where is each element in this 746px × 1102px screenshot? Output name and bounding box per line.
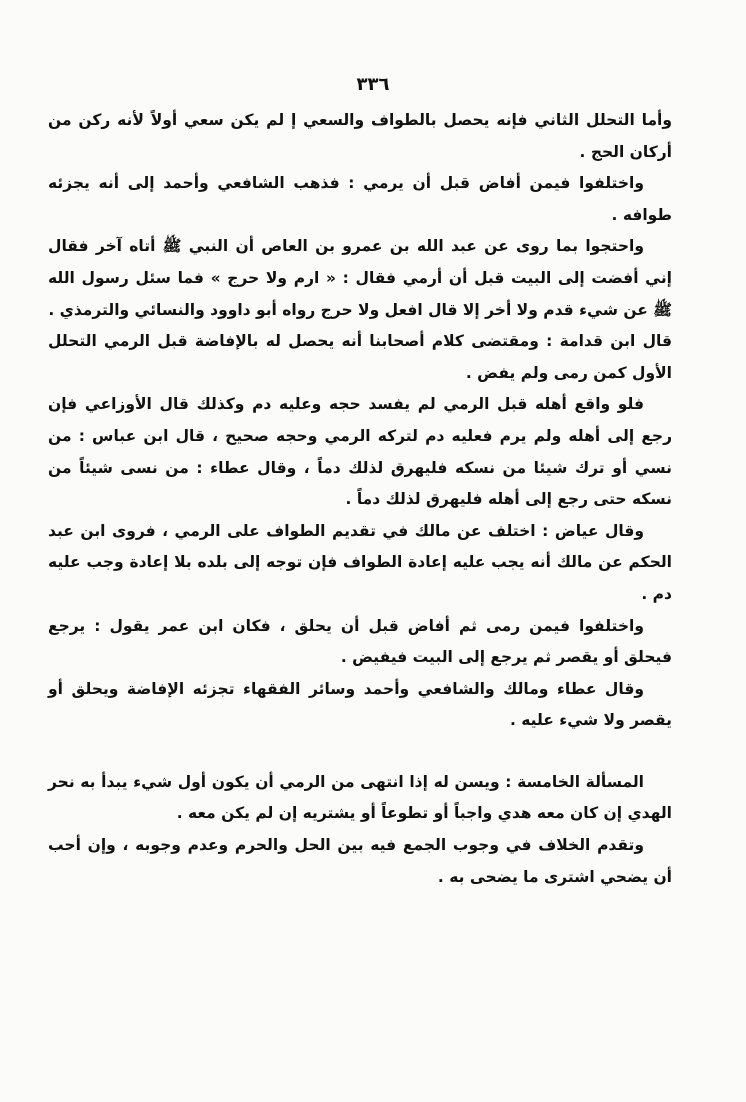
paragraph-5: فلو واقع أهله قبل الرمي لم يفسد حجه وعليه دم وكذلك قال الأوزاعي فإن رجع إلى أهله ولم يرم فعليه دم لتركه الرمي وحجه صحيح ، قال ابن عباس : من نسي أو ترك شيئا من نسكه فليهرق لذلك دماً ، وقال عطاء : من نسى شيئاً من نسكه حتى رجع إلى أهله فليهرق لذلك دماً . bbox=[48, 395, 672, 509]
paragraph-6: وقال عياض : اختلف عن مالك في تقديم الطواف على الرمي ، فروى ابن عبد الحكم عن مالك أنه يجب عليه إعادة الطواف فإن توجه إلى بلده بلا إعادة وجب عليه دم . bbox=[48, 521, 672, 603]
paragraph-10: وتقدم الخلاف في وجوب الجمع فيه بين الحل والحرم وعدم وجوبه ، وإن أحب أن يضحي اشترى ما يضحى به . bbox=[48, 836, 672, 886]
paragraph-8: وقال عطاء ومالك والشافعي وأحمد وسائر الفقهاء تجزئه الإفاضة ويحلق أو يقصر ولا شيء عليه . bbox=[48, 679, 672, 730]
paragraph-4: قال ابن قدامة : ومقتضى كلام أصحابنا أنه يحصل له بالإفاضة قبل الرمي التحلل الأول كمن رمى ولم يفض . bbox=[48, 332, 672, 382]
paragraph-1: وأما التحلل الثاني فإنه يحصل بالطواف والسعي إ لم يكن سعي أولاً لأنه ركن من أركان الحج . bbox=[48, 111, 672, 161]
page-number: ٣٣٦ bbox=[356, 74, 390, 95]
paragraph-7: واختلفوا فيمن رمى ثم أفاض قبل أن يحلق ، فكان ابن عمر يقول : يرجع فيحلق أو يقصر ثم يرجع إلى البيت فيفيض . bbox=[48, 616, 672, 667]
paragraph-2: واختلفوا فيمن أفاض قبل أن يرمي : فذهب الشافعي وأحمد إلى أنه يجزئه طوافه . bbox=[48, 174, 672, 224]
paragraph-3: واحتجوا بما روى عن عبد الله بن عمرو بن العاص أن النبي ﷺ أتاه آخر فقال إني أفضت إلى البيت قبل أن أرمي فقال : « ارم ولا حرج » فما سئل رسول الله ﷺ عن شيء قدم ولا أخر إلا قال افعل ولا حرج رواه أبو داوود والنسائي والترمذي . bbox=[48, 237, 672, 319]
paragraph-9: المسألة الخامسة : ويسن له إذا انتهى من الرمي أن يكون أول شيء يبدأ به نحر الهدي إن كان معه هدي واجباً أو تطوعاً أو يشتريه إن لم يكن معه . bbox=[48, 772, 672, 823]
body-text bbox=[48, 105, 672, 893]
